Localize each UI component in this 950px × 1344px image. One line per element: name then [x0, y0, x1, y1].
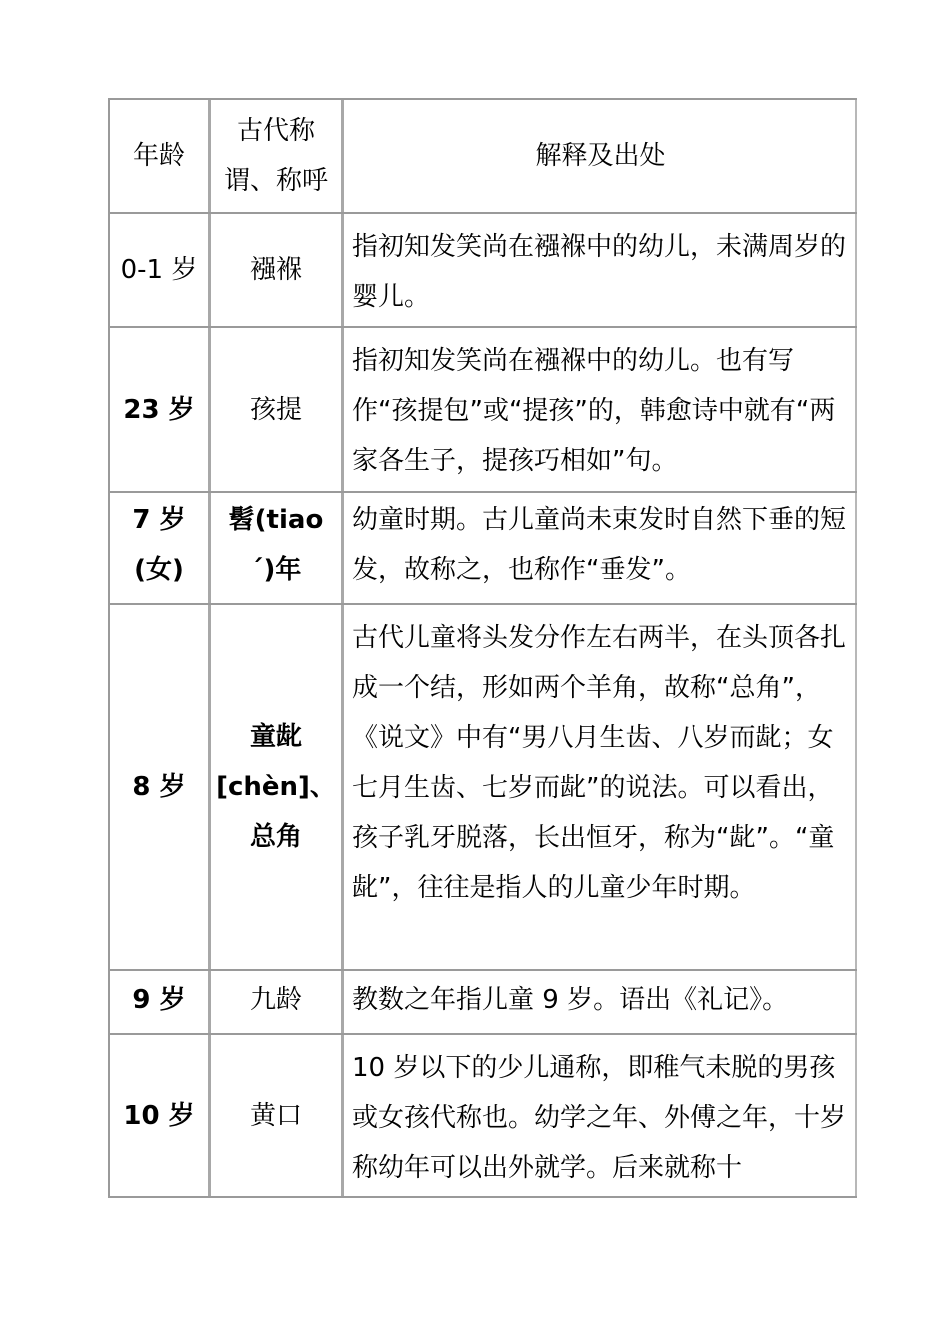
- desc-cell: 10 岁以下的少儿通称，即稚气未脱的男孩或女孩代称也。幼学之年、外傅之年，十岁称幼年可以出外就学。后来就称十: [344, 1035, 857, 1196]
- age-cell: 10 岁: [108, 1035, 211, 1196]
- table-row: [108, 971, 857, 1035]
- table-row: [108, 1035, 857, 1198]
- desc-cell: 指初知发笑尚在襁褓中的幼儿。也有写作“孩提包”或“提孩”的，韩愈诗中就有“两家各生子，提孩巧相如”句。: [344, 328, 857, 491]
- title-cell: 襁褓: [211, 214, 344, 326]
- title-cell: 九龄: [211, 971, 344, 1033]
- age-cell: 7 岁(女): [108, 493, 211, 603]
- title-cell: 黄口: [211, 1035, 344, 1196]
- desc-cell: 指初知发笑尚在襁褓中的幼儿，未满周岁的婴儿。: [344, 214, 857, 326]
- table-header-row: [108, 98, 857, 214]
- table-row: [108, 328, 857, 493]
- desc-cell: 教数之年指儿童 9 岁。语出《礼记》。: [344, 971, 857, 1033]
- header-title: 古代称谓、称呼: [211, 100, 344, 212]
- title-cell: 髫(tiao´)年: [211, 493, 344, 603]
- title-cell: 童龀[chèn]、总角: [211, 605, 344, 969]
- title-cell: 孩提: [211, 328, 344, 491]
- age-cell: 8 岁: [108, 605, 211, 969]
- age-title-table: [108, 98, 857, 1198]
- header-explanation: 解释及出处: [344, 100, 857, 212]
- header-age: 年龄: [108, 100, 211, 212]
- desc-cell: 幼童时期。古儿童尚未束发时自然下垂的短发，故称之，也称作“垂发”。: [344, 493, 857, 603]
- age-cell: 9 岁: [108, 971, 211, 1033]
- desc-cell: 古代儿童将头发分作左右两半，在头顶各扎成一个结，形如两个羊角，故称“总角”，《说文》中有“男八月生齿、八岁而龀；女七月生齿、七岁而龀”的说法。可以看出，孩子乳牙脱落，长出恒牙，称为“龀”。“童龀”，往往是指人的儿童少年时期。: [344, 605, 857, 969]
- age-cell: 0-1 岁: [108, 214, 211, 326]
- table-row: [108, 493, 857, 605]
- table-row: [108, 605, 857, 971]
- table-row: [108, 214, 857, 328]
- age-cell: 23 岁: [108, 328, 211, 491]
